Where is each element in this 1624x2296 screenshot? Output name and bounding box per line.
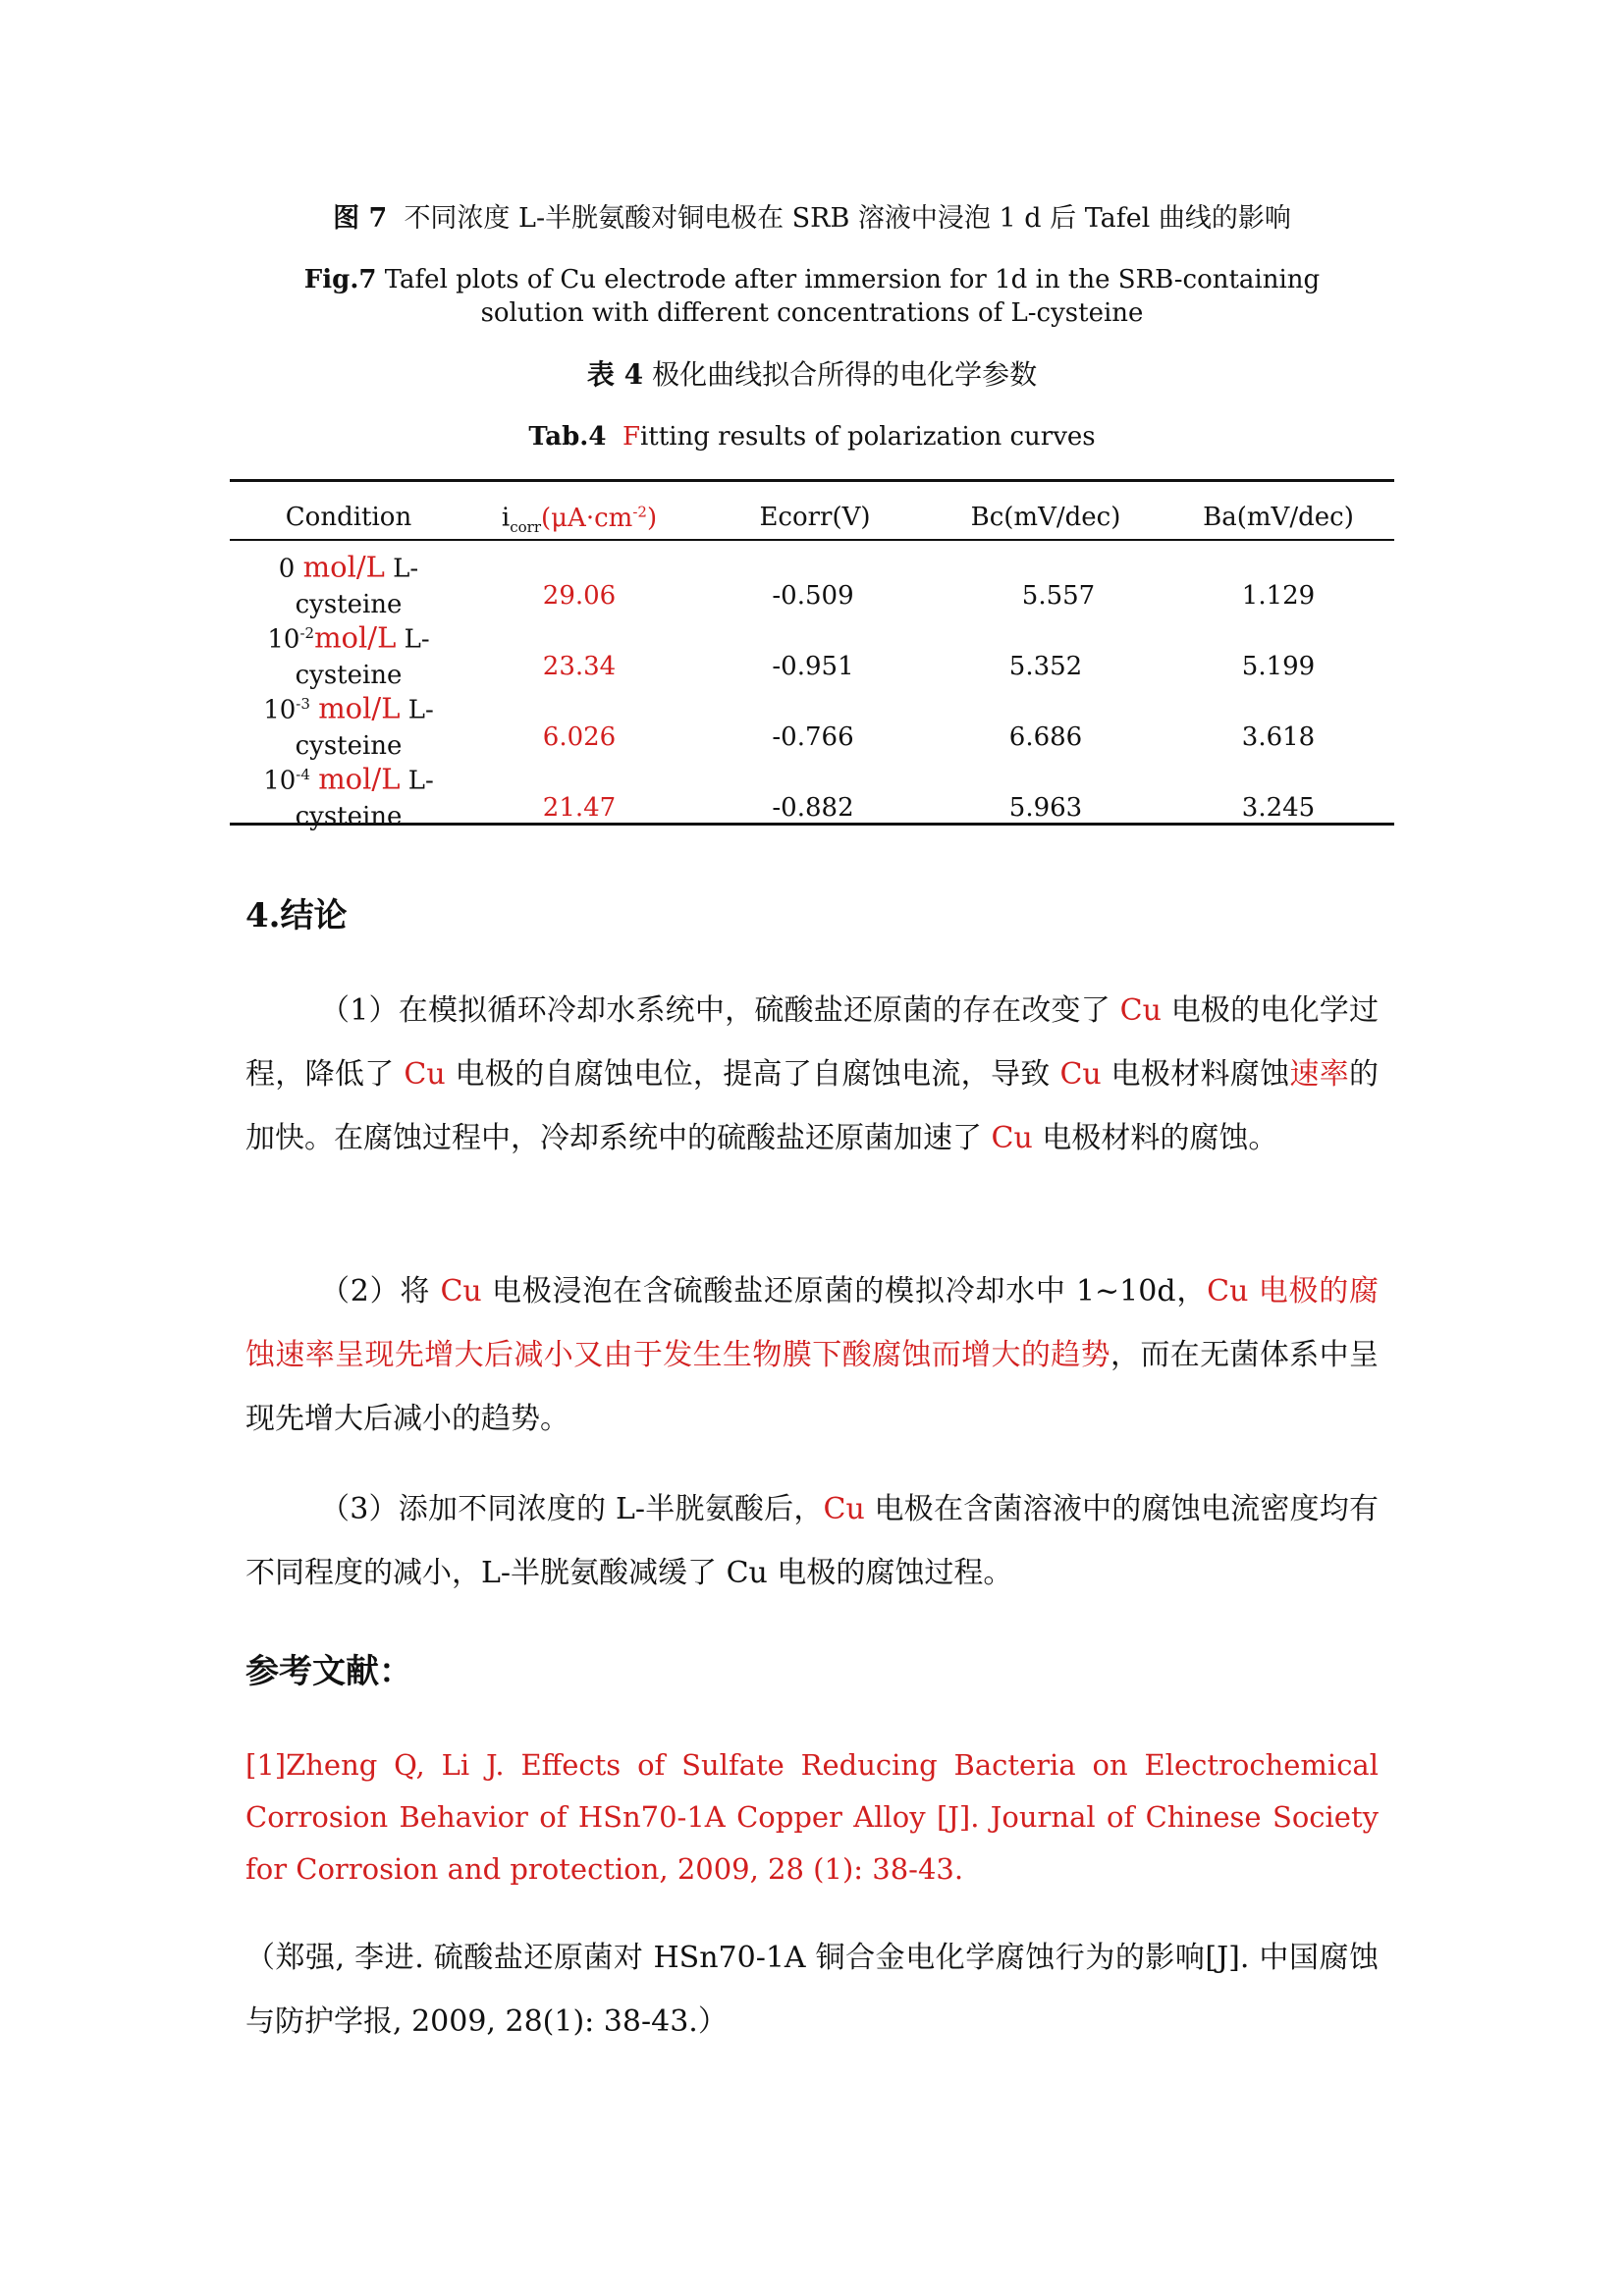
header-icorr-unit-b: ) — [646, 503, 658, 533]
table-row-1-icorr: 29.06 — [542, 581, 617, 611]
figure-caption-en — [255, 263, 1369, 330]
p1-text-f: 电极材料的腐蚀。 — [1032, 1121, 1278, 1155]
condition-suffix: L- — [404, 624, 430, 655]
p1-rate: 速率 — [1289, 1057, 1349, 1092]
p1-text-e: 的加快。在腐蚀过程中，冷却系统中的硫酸盐还原菌加速了 — [245, 1057, 1379, 1155]
condition-unit: mol/L — [318, 691, 401, 725]
condition-line2: cysteine — [295, 589, 403, 619]
table-row-4-icorr: 21.47 — [542, 793, 617, 823]
table-row-2-ba: 5.199 — [1241, 652, 1316, 681]
figure-caption-en-text: Tafel plots of Cu electrode after immersion for 1d in the SRB-containing solution with different concentrations of L-cysteine — [384, 265, 1321, 328]
table-row-4-ba: 3.245 — [1241, 793, 1316, 823]
p2-text-c: ，而在无菌体系中呈现先增大后减小的趋势。 — [245, 1338, 1380, 1436]
condition-line2: cysteine — [295, 801, 403, 831]
header-icorr-unit — [541, 504, 657, 533]
condition-exp: -3 — [296, 695, 310, 713]
condition-unit: mol/L — [302, 550, 385, 584]
table-row-2-bc: 5.352 — [1008, 652, 1083, 681]
table-caption-en — [0, 422, 1624, 452]
conclusion-heading: 4.结论 — [245, 896, 348, 935]
table-label-zh: 表 4 — [586, 358, 644, 391]
p2-text-b: 电极浸泡在含硫酸盐还原菌的模拟冷却水中 1~10d， — [481, 1274, 1208, 1308]
table-row-4-ecorr: -0.882 — [772, 793, 854, 823]
p1-text-a: （1）在模拟循环冷却水系统中，硫酸盐还原菌的存在改变了 — [320, 993, 1120, 1028]
table-caption-zh — [0, 353, 1624, 393]
table-row-2-condition — [245, 615, 452, 693]
header-ba: Ba(mV/dec) — [1203, 503, 1354, 532]
table-caption-zh-text: 极化曲线拟合所得的电化学参数 — [652, 358, 1038, 391]
table-caption-en-first: F — [622, 422, 640, 452]
header-icorr — [461, 503, 697, 536]
header-icorr-unit-sup: -2 — [632, 503, 647, 520]
condition-base: 10 — [267, 624, 300, 655]
table-row-4-condition — [245, 757, 452, 834]
header-ecorr: Ecorr(V) — [759, 503, 871, 532]
condition-line2: cysteine — [295, 660, 403, 690]
p1-text-b: 电极的电化学过程，降低了 — [245, 993, 1379, 1092]
p1-cu-3: Cu — [1059, 1057, 1102, 1092]
condition-exp: -4 — [296, 766, 310, 783]
conclusion-paragraph-1 — [245, 979, 1379, 1170]
table-caption-en-rest: itting results of polarization curves — [639, 422, 1096, 452]
reference-1-zh: （郑强, 李进. 硫酸盐还原菌对 HSn70-1A 铜合金电化学腐蚀行为的影响[J]. 中国腐蚀与防护学报, 2009, 28(1): 38-43.） — [245, 1941, 1379, 2039]
figure-caption-zh-text: 不同浓度 L-半胱氨酸对铜电极在 SRB 溶液中浸泡 1 d 后 Tafel 曲线的影响 — [404, 203, 1291, 234]
conclusion-paragraph-2 — [245, 1259, 1379, 1451]
table-row-3-ba: 3.618 — [1241, 722, 1316, 752]
p2-text-a: （2）将 — [320, 1274, 441, 1308]
table-top-rule — [230, 479, 1394, 482]
condition-line2: cysteine — [295, 730, 403, 761]
condition-base: 10 — [263, 695, 297, 725]
table-row-4-bc: 5.963 — [1008, 793, 1083, 823]
p2-cu-1: Cu — [440, 1274, 482, 1308]
table-row-3-ecorr: -0.766 — [772, 722, 854, 752]
conclusion-paragraph-3 — [245, 1477, 1379, 1605]
header-condition: Condition — [285, 503, 412, 532]
table-row-3-condition — [245, 686, 452, 764]
condition-base: 10 — [263, 766, 297, 796]
header-icorr-unit-a: (μA·cm — [541, 503, 633, 533]
p3-text-a: （3）添加不同浓度的 L-半胱氨酸后， — [320, 1492, 824, 1526]
table-row-1-condition — [245, 545, 452, 622]
figure-label-zh: 图 7 — [333, 203, 388, 234]
reference-1-en: [1]Zheng Q, Li J. Effects of Sulfate Reducing Bacteria on Electrochemical Corrosion Behavior of HSn70-1A Copper Alloy [J]. Journal of Chinese Society for Corrosion and protection, 2009, 28 (1): 38-43. — [245, 1748, 1379, 1886]
condition-suffix: L- — [393, 554, 419, 584]
figure-caption-zh — [0, 196, 1624, 235]
table-row-2-icorr: 23.34 — [542, 652, 617, 681]
table-row-2-ecorr: -0.951 — [772, 652, 854, 681]
table-row-1-bc: 5.557 — [1021, 581, 1096, 611]
table-header-rule — [230, 539, 1394, 541]
condition-suffix: L- — [407, 695, 434, 725]
condition-base: 0 — [278, 554, 296, 584]
condition-suffix: L- — [407, 766, 434, 796]
condition-unit: mol/L — [314, 620, 397, 655]
p3-text-b: 电极在含菌溶液中的腐蚀电流密度均有不同程度的减小，L-半胱氨酸减缓了 Cu 电极的腐蚀过程。 — [245, 1492, 1379, 1590]
p1-cu-4: Cu — [991, 1121, 1033, 1155]
p3-cu-1: Cu — [823, 1492, 865, 1526]
p1-cu-1: Cu — [1119, 993, 1162, 1028]
condition-exp: -2 — [299, 624, 315, 642]
header-icorr-main: i — [501, 503, 511, 533]
p1-cu-2: Cu — [404, 1057, 446, 1092]
table-label-en: Tab.4 — [528, 422, 607, 452]
header-icorr-sub: corr — [510, 517, 541, 536]
table-row-1-ecorr: -0.509 — [772, 581, 854, 611]
table-row-1-ba: 1.129 — [1241, 581, 1316, 611]
figure-label-en: Fig.7 — [303, 265, 377, 294]
table-row-3-icorr: 6.026 — [542, 722, 617, 752]
references-heading: 参考文献： — [245, 1652, 412, 1691]
p1-text-d: 电极材料腐蚀 — [1101, 1057, 1290, 1092]
header-bc: Bc(mV/dec) — [970, 503, 1121, 532]
p1-text-c: 电极的自腐蚀电位，提高了自腐蚀电流，导致 — [445, 1057, 1060, 1092]
condition-unit: mol/L — [318, 762, 401, 796]
table-row-3-bc: 6.686 — [1008, 722, 1083, 752]
p2-highlight: Cu 电极的腐蚀速率呈现先增大后减小又由于发生生物膜下酸腐蚀而增大的趋势 — [245, 1274, 1379, 1372]
